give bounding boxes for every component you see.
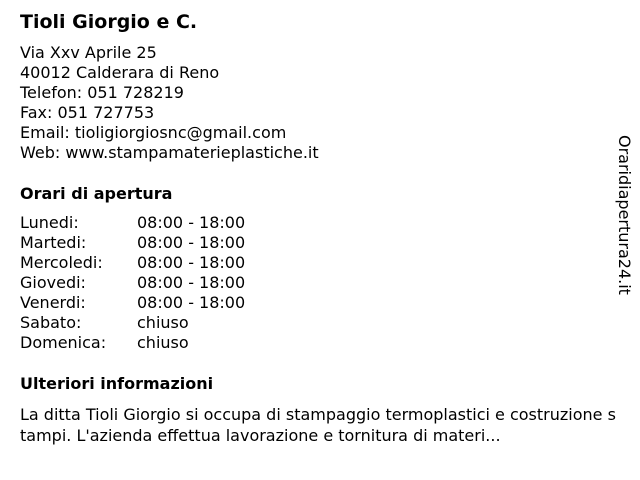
day-hours: 08:00 - 18:00 [137, 213, 246, 232]
address-street: Via Xxv Aprile 25 [20, 43, 157, 62]
day-label: Giovedi: [20, 273, 86, 292]
hours-row-saturday [20, 313, 245, 333]
day-hours: 08:00 - 18:00 [137, 233, 246, 252]
day-label: Venerdi: [20, 293, 86, 312]
more-info-heading: Ulteriori informazioni [20, 374, 214, 393]
opening-hours-heading: Orari di apertura [20, 184, 173, 203]
hours-row-monday [20, 213, 245, 233]
day-hours: chiuso [137, 333, 189, 352]
hours-row-thursday [20, 273, 245, 293]
business-name: Tioli Giorgio e C. [20, 11, 198, 33]
contact-details [20, 43, 319, 163]
day-label: Mercoledi: [20, 253, 103, 272]
day-label: Domenica: [20, 333, 107, 352]
day-label: Martedi: [20, 233, 87, 252]
hours-row-tuesday [20, 233, 245, 253]
site-watermark-label: Oraridiapertura24.it [615, 135, 634, 295]
business-description: La ditta Tioli Giorgio si occupa di stampaggio termoplastici e costruzione stampi. L'azienda effettua lavorazione e tornitura di materi... [20, 405, 616, 445]
day-hours: 08:00 - 18:00 [137, 253, 246, 272]
day-hours: chiuso [137, 313, 189, 332]
day-label: Lunedi: [20, 213, 79, 232]
hours-row-sunday [20, 333, 245, 353]
day-hours: 08:00 - 18:00 [137, 293, 246, 312]
fax-number: Fax: 051 727753 [20, 103, 155, 122]
website-address: Web: www.stampamaterieplastiche.it [20, 143, 319, 162]
day-label: Sabato: [20, 313, 82, 332]
day-hours: 08:00 - 18:00 [137, 273, 246, 292]
hours-row-friday [20, 293, 245, 313]
hours-row-wednesday [20, 253, 245, 273]
email-address: Email: tioligiorgiosnc@gmail.com [20, 123, 287, 142]
address-city: 40012 Calderara di Reno [20, 63, 220, 82]
phone-number: Telefon: 051 728219 [20, 83, 184, 102]
opening-hours-table [20, 213, 245, 353]
